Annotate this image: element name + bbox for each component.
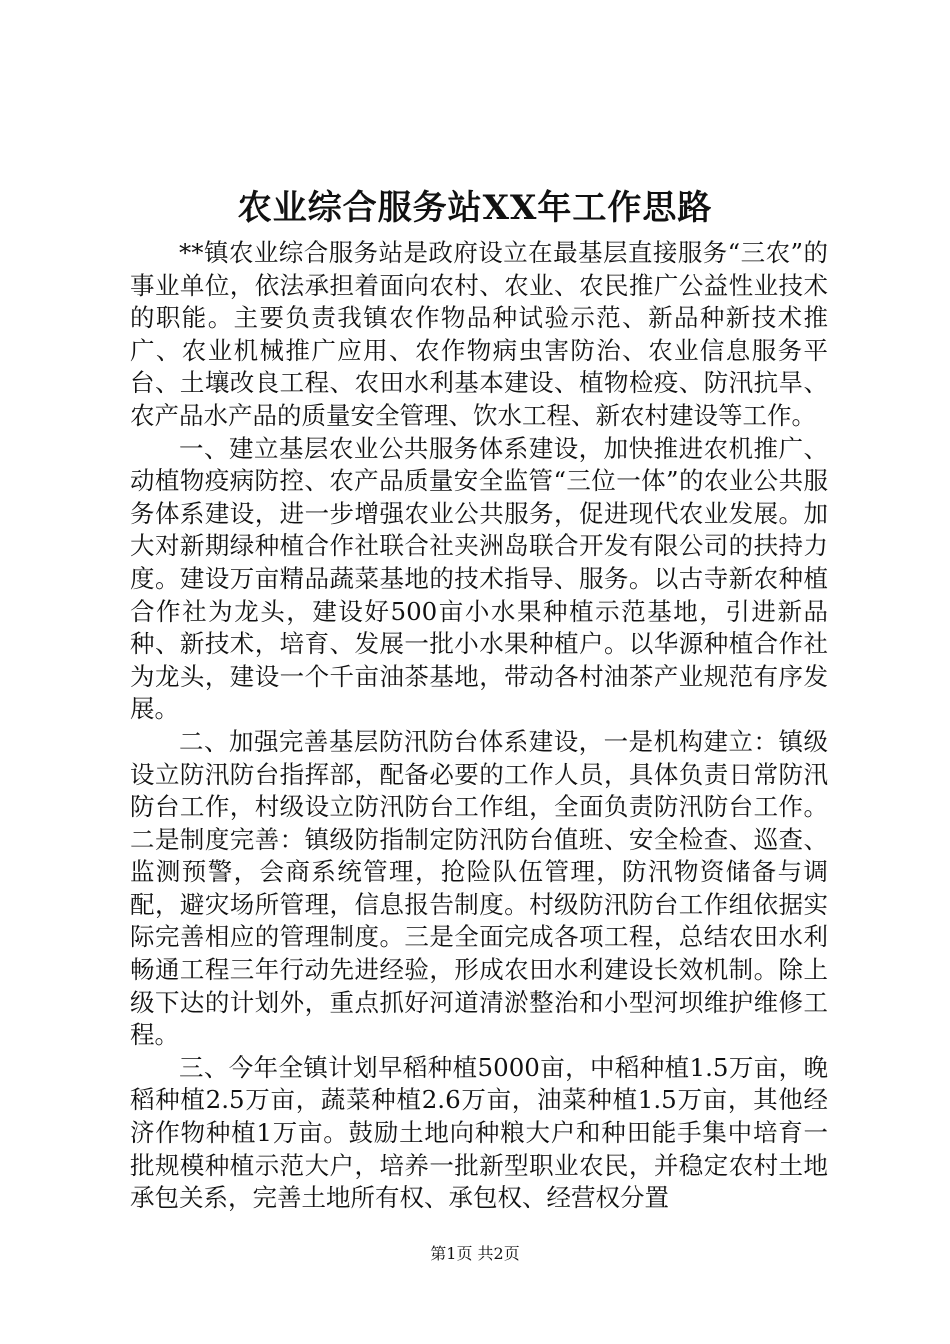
document-body bbox=[130, 237, 828, 1215]
document-title: 农业综合服务站XX年工作思路 bbox=[237, 188, 713, 228]
paragraph-section-2: 二、加强完善基层防汛防台体系建设，一是机构建立：镇级设立防汛防台指挥部，配备必要的工作人员，具体负责日常防汛防台工作，村级设立防汛防台工作组，全面负责防汛防台工作。二是制度完善：镇级防指制定防汛防台值班、安全检查、巡查、监测预警，会商系统管理，抢险队伍管理，防汛物资储备与调配，避灾场所管理，信息报告制度。村级防汛防台工作组依据实际完善相应的管理制度。三是全面完成各项工程，总结农田水利畅通工程三年行动先进经验，形成农田水利建设长效机制。除上级下达的计划外，重点抓好河道清淤整治和小型河坝维护维修工程。 bbox=[130, 726, 828, 1050]
paragraph-section-3: 三、今年全镇计划早稻种植5000亩，中稻种植1.5万亩，晚稻种植2.5万亩，蔬菜种植2.6万亩，油菜种植1.5万亩，其他经济作物种植1万亩。鼓励土地向种粮大户和种田能手集中培育一批规模种植示范大户，培养一批新型职业农民，并稳定农村土地承包关系，完善土地所有权、承包权、经营权分置 bbox=[130, 1052, 828, 1213]
paragraph-intro: **镇农业综合服务站是政府设立在最基层直接服务“三农”的事业单位，依法承担着面向农村、农业、农民推广公益性业技术的职能。主要负责我镇农作物品种试验示范、新品种新技术推广、农业机械推广应用、农作物病虫害防治、农业信息服务平台、土壤改良工程、农田水利基本建设、植物检疫、防汛抗旱、农产品水产品的质量安全管理、饮水工程、新农村建设等工作。 bbox=[130, 238, 828, 430]
page-number-footer: 第1页 共2页 bbox=[430, 1244, 520, 1263]
paragraph-section-1: 一、建立基层农业公共服务体系建设，加快推进农机推广、动植物疫病防控、农产品质量安全监管“三位一体”的农业公共服务体系建设，进一步增强农业公共服务，促进现代农业发展。加大对新期绿种植合作社联合社夹洲岛联合开发有限公司的扶持力度。建设万亩精品蔬菜基地的技术指导、服务。以古寺新农种植合作社为龙头，建设好500亩小水果种植示范基地，引进新品种、新技术，培育、发展一批小水果种植户。以华源种植合作社为龙头，建设一个千亩油茶基地，带动各村油茶产业规范有序发展。 bbox=[130, 433, 828, 724]
